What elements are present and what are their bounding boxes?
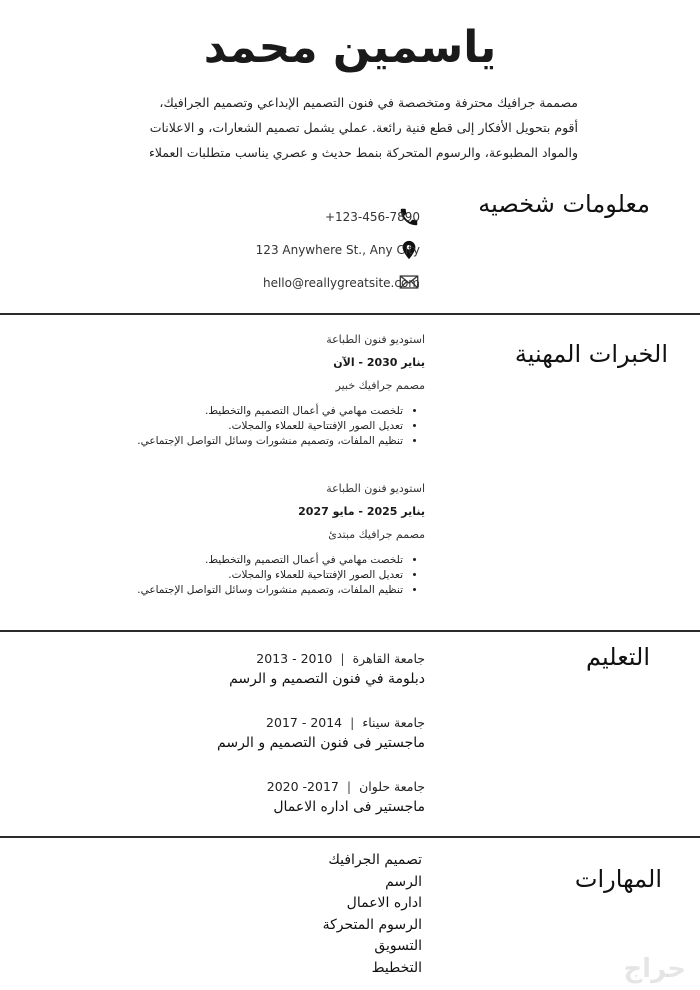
job-dates: يناير 2025 - مايو 2027 bbox=[298, 505, 425, 518]
education-years: 2017- 2020 bbox=[266, 779, 339, 794]
separator: | bbox=[346, 779, 352, 794]
job-dates: يناير 2030 - الآن bbox=[333, 356, 425, 369]
experience-heading: الخبرات المهنية bbox=[514, 340, 668, 368]
job-bullet: • تنظيم الملفات، وتصميم منشورات وسائل التواصل الإجتماعي. bbox=[125, 583, 403, 598]
experience-item bbox=[125, 333, 425, 449]
education-years: 2014 - 2017 bbox=[266, 715, 343, 730]
phone-text: +123-456-7890 bbox=[324, 210, 420, 224]
section-divider bbox=[0, 630, 700, 632]
section-divider bbox=[0, 836, 700, 838]
profile-summary bbox=[98, 90, 578, 165]
degree-name: ماجستير فى اداره الاعمال bbox=[273, 799, 425, 815]
job-bullets bbox=[125, 553, 425, 598]
skill-item: تصميم الجرافيك bbox=[328, 852, 422, 868]
summary-line: أقوم بتحويل الأفكار إلى قطع فنية رائعة. عملي يشمل تصميم الشعارات، و الاعلانات bbox=[149, 120, 578, 135]
education-heading: التعليم bbox=[586, 643, 650, 671]
education-years: 2010 - 2013 bbox=[256, 651, 333, 666]
job-bullet: • تلخصت مهامي في أعمال التصميم والتخطيط. bbox=[125, 404, 403, 419]
skill-item: التسويق bbox=[374, 938, 422, 954]
address-text: 123 Anywhere St., Any City bbox=[255, 243, 420, 257]
watermark-logo: حراج bbox=[623, 954, 686, 984]
job-role: مصمم جرافيك خبير bbox=[335, 379, 425, 392]
degree-name: ماجستير فى فنون التصميم و الرسم bbox=[217, 735, 425, 751]
university-name: جامعة سيناء bbox=[362, 715, 425, 730]
resume-name: ياسمين محمد bbox=[203, 22, 497, 73]
job-bullets bbox=[125, 404, 425, 449]
university-name: جامعة القاهرة bbox=[352, 651, 425, 666]
education-item bbox=[267, 779, 425, 815]
skill-item: الرسم bbox=[385, 873, 422, 890]
summary-line: مصممة جرافيك محترفة ومتخصصة في فنون التصميم الإبداعي وتصميم الجرافيك، bbox=[159, 95, 578, 110]
personal-info-heading: معلومات شخصيه bbox=[478, 190, 650, 218]
company-name: استوديو فنون الطباعة bbox=[326, 482, 425, 495]
education-item bbox=[217, 715, 425, 751]
skill-item: الرسوم المتحركة bbox=[322, 916, 422, 933]
section-divider bbox=[0, 313, 700, 315]
company-name: استوديو فنون الطباعة bbox=[326, 333, 425, 346]
separator: | bbox=[340, 651, 345, 666]
skills-list bbox=[323, 850, 422, 979]
job-bullet: • تعديل الصور الإفتتاحية للعملاء والمجلات. bbox=[125, 568, 403, 583]
summary-line: والمواد المطبوعة، والرسوم المتحركة بنمط حديث و عصري يناسب متطلبات العملاء bbox=[148, 145, 578, 160]
job-role: مصمم جرافيك مبتدئ bbox=[328, 528, 425, 541]
job-bullet: • تنظيم الملفات، وتصميم منشورات وسائل التواصل الإجتماعي. bbox=[125, 434, 403, 449]
job-bullet: • تعديل الصور الإفتتاحية للعملاء والمجلات. bbox=[125, 419, 403, 434]
education-item bbox=[229, 651, 425, 687]
job-bullet: • تلخصت مهامي في أعمال التصميم والتخطيط. bbox=[125, 553, 403, 568]
university-name: جامعة حلوان bbox=[359, 779, 425, 794]
skills-heading: المهارات bbox=[574, 865, 662, 893]
skill-item: اداره الاعمال bbox=[346, 895, 422, 911]
degree-name: دبلومة في فنون التصميم و الرسم bbox=[229, 671, 425, 687]
email-text: hello@reallygreatsite.com bbox=[262, 276, 420, 290]
separator: | bbox=[350, 715, 355, 730]
skill-item: التخطيط bbox=[371, 959, 422, 976]
experience-item bbox=[125, 482, 425, 598]
